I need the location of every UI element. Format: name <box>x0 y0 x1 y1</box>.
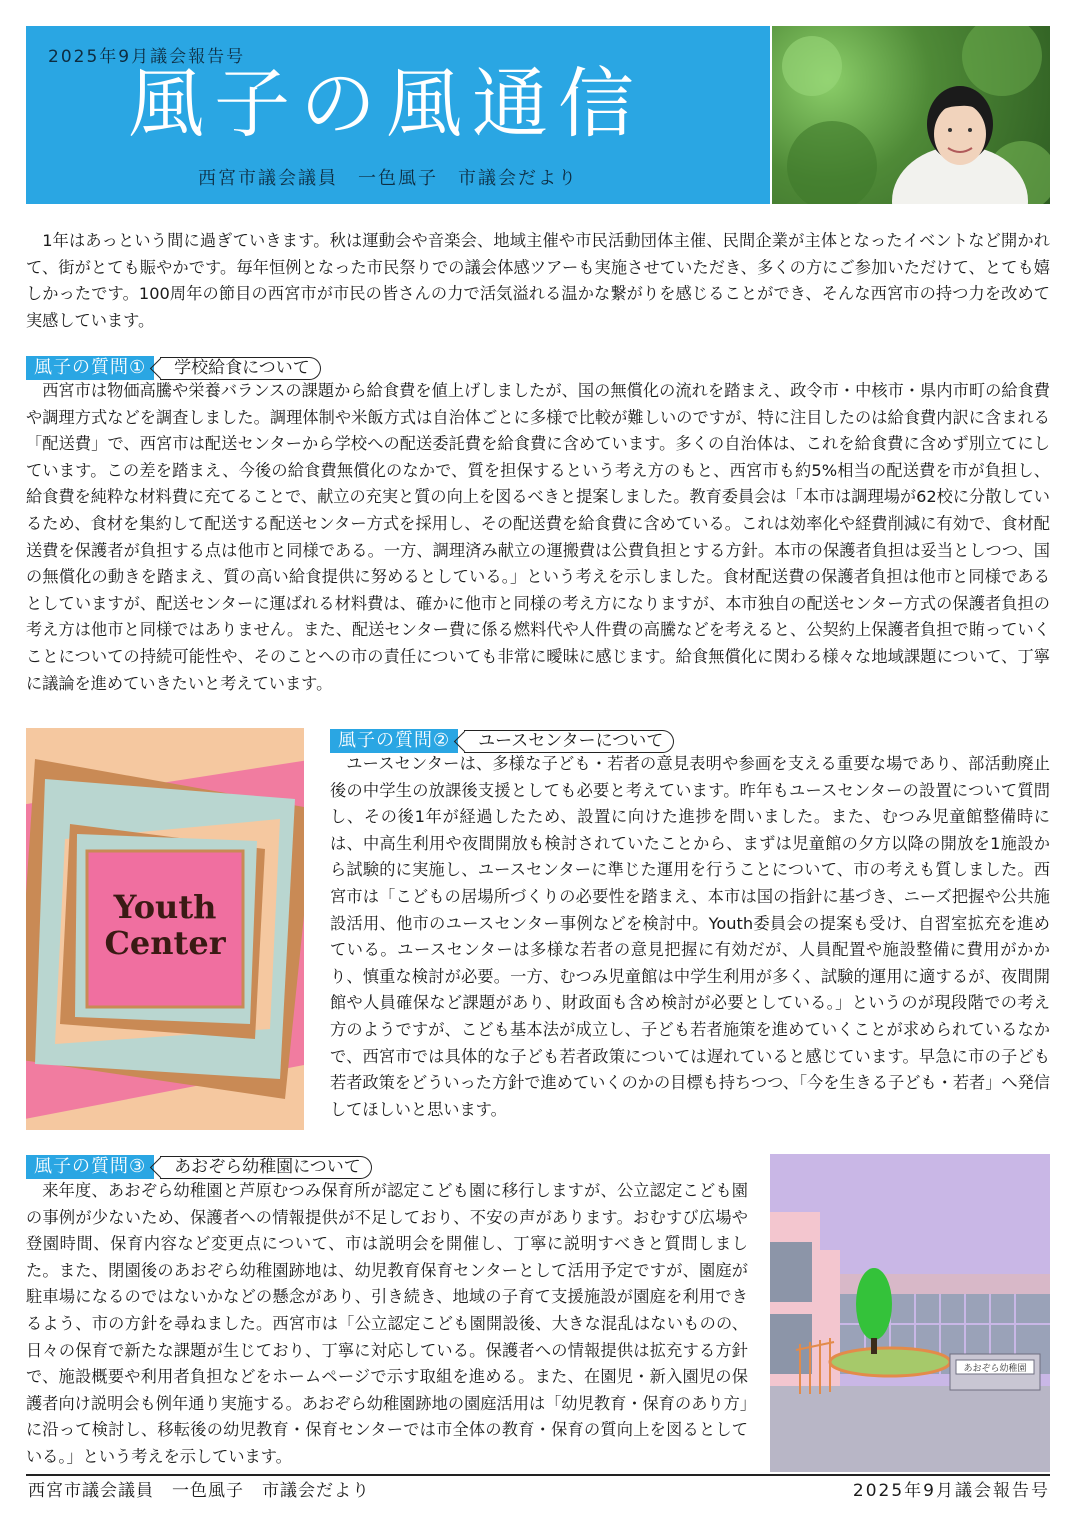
question-3-heading <box>26 1155 372 1179</box>
question-1-text: 西宮市は物価高騰や栄養バランスの課題から給食費を値上げしましたが、国の無償化の流れを踏まえ、政令市・中核市・県内市町の給食費や調理方式などを調査しました。調理体制や米飯方式は自治体ごとに多様で比較が難しいのですが、特に注目したのは給食費内訳に含まれる「配送費」で、西宮市は配送センターから学校への配送委託費を給食費に含めています。多くの自治体は、これを給食費に含めず別立てにしています。この差を踏まえ、今後の給食費無償化のなかで、質を担保するという考え方のもと、西宮市も約5%相当の配送費を市が負担し、給食費を純粋な材料費に充てることで、献立の充実と質の向上を図るべきと提案しました。教育委員会は「本市は調理場が62校に分散しているため、食材を集約して配送する配送センター方式を採用し、その配送費を給食費に含めている。これは効率化や経費削減に有効で、食材配送費を保護者が負担する点は他市と同様である。一方、調理済み献立の運搬費は公費負担とする方針。本市の保護者負担は妥当としつつ、国の無償化の動きを踏まえ、質の高い給食提供に努めるとしている。」という考えを示しました。食材配送費の保護者負担は他市と同様であるとしていますが、配送センターに運ばれる材料費は、確かに他市と同様の考え方になりますが、本市独自の配送センター方式の保護者負担の考え方は他市と同様ではありません。また、配送センター費に係る燃料代や人件費の高騰などを考えると、公契約上保護者負担で賄っていくことについての持続可能性や、そのことへの市の責任についても非常に曖昧に感じます。給食無償化に関わる様々な地域課題について、丁寧に議論を進めていきたいと考えています。 <box>26 381 1050 693</box>
masthead <box>26 26 770 204</box>
question-1-topic: 学校給食について <box>160 357 321 380</box>
intro-paragraph: 1年はあっという間に過ぎていきます。秋は運動会や音楽会、地域主催や市民活動団体主催、民間企業が主体となったイベントなど開かれて、街がとても賑やかです。毎年恒例となった市民祭りでの議会体感ツアーも実施させていただき、多くの方にご参加いただけて、とても嬉しかったです。100周年の節目の西宮市が市民の皆さんの力で活気溢れる温かな繋がりを感じることができ、そんな西宮市の持つ力を改めて実感しています。 <box>26 231 1050 330</box>
youth-center-illustration <box>26 728 304 1130</box>
youth-line-2: Center <box>104 924 226 962</box>
question-2-heading <box>330 729 674 753</box>
newsletter-title: 風子の風通信 <box>128 59 644 148</box>
youth-line-1: Youth <box>113 888 217 926</box>
question-3-topic: あおぞら幼稚園について <box>160 1156 372 1179</box>
question-3-text: 来年度、あおぞら幼稚園と芦原むつみ保育所が認定こども園に移行しますが、公立認定こども園の事例が少ないため、保護者への情報提供が不足しており、不安の声があります。おむすび広場や登園時間、保育内容など変更点について、市は説明会を開催し、丁寧に説明すべきと質問しました。また、閉園後のあおぞら幼稚園跡地は、幼児教育保育センターとして活用予定ですが、園庭が駐車場になるのではないかなどの懸念があり、引き続き、地域の子育て支援施設が園庭を利用できるよう、市の方針を尋ねました。西宮市は「公立認定こども園開設後、大きな混乱はないものの、日々の保育で新たな課題が生じており、丁寧に対応している。保護者への情報提供は拡充する方針で、施設概要や利用者負担などをホームページで示す取組を進める。また、在園児・新入園児の保護者向け説明会も例年通り実施する。あおぞら幼稚園跡地の園庭活用は「幼児教育・保育のあり方」に沿って検討し、移転後の幼児教育・保育センターでは市全体の教育・保育の質向上を図るとしている。」という考えを示しています。 <box>26 1181 748 1466</box>
footer-author: 西宮市議会議員 一色風子 市議会だより <box>28 1481 370 1501</box>
kindergarten-sign: あおぞら幼稚園 <box>963 1364 1027 1374</box>
question-3-label: 風子の質問③ <box>26 1155 154 1179</box>
question-1-heading <box>26 356 321 380</box>
question-1-label: 風子の質問① <box>26 356 154 380</box>
author-photo <box>772 26 1050 204</box>
kindergarten-illustration <box>770 1154 1050 1472</box>
question-2-topic: ユースセンターについて <box>464 730 674 753</box>
newsletter-subtitle: 西宮市議会議員 一色風子 市議会だより <box>198 168 578 189</box>
issue-label: 2025年9月議会報告号 <box>48 47 246 67</box>
footer-issue: 2025年9月議会報告号 <box>852 1481 1050 1501</box>
question-2-text: ユースセンターは、多様な子ども・若者の意見表明や参画を支える重要な場であり、部活動廃止後の中学生の放課後支援としても必要と考えています。昨年もユースセンターの設置について質問し、その後1年が経過したため、設置に向けた進捗を問いました。また、むつみ児童館整備時には、中高生利用や夜間開放も検討されていたことから、まずは児童館の夕方以降の開放を1施設から試験的に実施し、ユースセンターに準じた運用を行うことについて、市の考えも質しました。西宮市は「こどもの居場所づくりの必要性を踏まえ、本市は国の指針に基づき、ニーズ把握や公共施設活用、他市のユースセンター事例などを検討中。Youth委員会の提案も受け、自習室拡充を進めている。ユースセンターは多様な若者の意見把握に有効だが、人員配置や施設整備に費用がかかり、慎重な検討が必要。一方、むつみ児童館は中学生利用が多く、試験的運用に適するが、夜間開館や人員確保など課題があり、財政面も含め検討が必要としている。」というのが現段階での考え方のようですが、こども基本法が成立し、子ども若者施策を進めていくことが求められているなかで、西宮市では具体的な子ども若者政策については遅れていると感じています。早急に市の子ども若者政策をどういった方針で進めていくのかの目標も持ちつつ、「今を生きる子ども・若者」へ発信してほしいと思います。 <box>330 754 1050 1119</box>
question-2-label: 風子の質問② <box>330 729 458 753</box>
